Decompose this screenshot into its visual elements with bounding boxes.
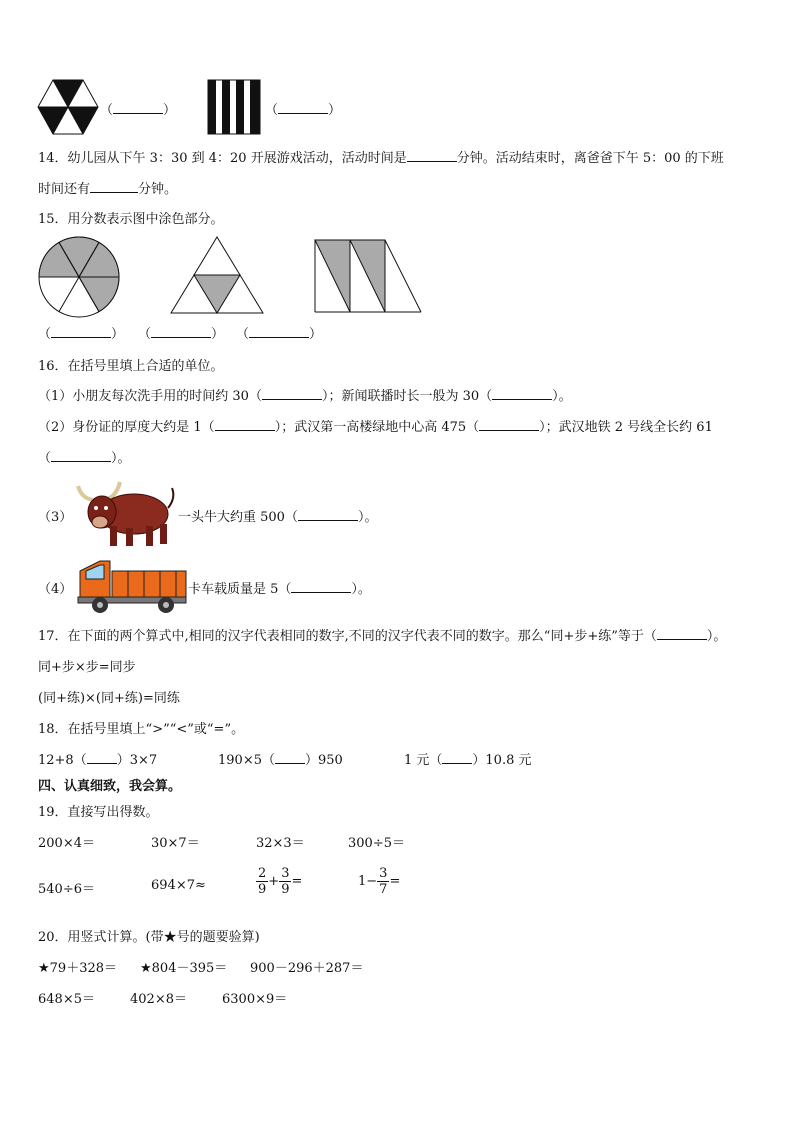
q14-line1: 14．幼儿园从下午 3：30 到 4：20 开展游戏活动，活动时间是 分钟。活动结束时，离爸爸下午 5：00 的下班 (38, 151, 724, 166)
q20-item-1: ★79＋328＝ (38, 961, 118, 976)
q19-item-4: 300÷5＝ (348, 836, 405, 851)
q19-item-8: 1− $\frac{3}{7}$ = (358, 866, 401, 897)
q19-item-2: 30×7＝ (151, 836, 200, 851)
q16-part2: （2）身份证的厚度大约是 1（ ）；武汉第一高楼绿地中心高 475（ ）；武汉地铁 2 号线全长约 61 (38, 420, 713, 435)
q16-part2-cont: （ ）。 (38, 451, 131, 466)
stripes-figure (208, 80, 260, 134)
q18-title: 18．在括号里填上“>”“<”或“=”。 (38, 722, 245, 737)
q16-part4: 卡车载质量是 5（ ）。 (188, 582, 371, 597)
triangle-figure (171, 237, 263, 313)
q16-part3-num: （3） (38, 510, 73, 525)
q14-line2: 时间还有 分钟。 (38, 182, 178, 197)
stripes-answer[interactable]: （ ） (265, 103, 342, 118)
q18-blank-1[interactable] (87, 751, 117, 764)
hexagon-answer[interactable]: （ ） (100, 103, 177, 118)
q19-item-1: 200×4＝ (38, 836, 95, 851)
q20-item-3: 900－296＋287＝ (250, 961, 364, 976)
q19-item-5: 540÷6＝ (38, 882, 95, 897)
q14-blank-2[interactable] (90, 180, 138, 193)
q16-part3: 一头牛大约重 500（ ）。 (178, 510, 378, 525)
parallelogram-figure (313, 240, 423, 312)
q17-eq2: (同+练)×(同+练)=同练 (38, 691, 180, 706)
q16-part1: （1）小朋友每次洗手用的时间约 30（ ）；新闻联播时长一般为 30（ ）。 (38, 389, 572, 404)
q18-item-2: 190×5（ ）950 (218, 753, 343, 768)
q19-item-3: 32×3＝ (256, 836, 305, 851)
q16-blank-5[interactable] (51, 449, 111, 462)
q17-blank[interactable] (657, 627, 707, 640)
q20-item-6: 6300×9＝ (222, 992, 288, 1007)
q19-item-7: $\frac{2}{9}$ + $\frac{3}{9}$ = (258, 866, 303, 897)
q18-item-3: 1 元（ ）10.8 元 (404, 753, 532, 768)
q20-item-2: ★804－395＝ (140, 961, 228, 976)
q16-blank-1[interactable] (262, 387, 322, 400)
q16-blank-4[interactable] (479, 418, 539, 431)
q20-title: 20．用竖式计算。(带★号的题要验算) (38, 930, 260, 945)
q19-title: 19．直接写出得数。 (38, 805, 159, 820)
q18-item-1: 12+8（ ）3×7 (38, 753, 158, 768)
q17-eq1: 同+步×步=同步 (38, 660, 136, 675)
q14-blank-1[interactable] (407, 149, 457, 162)
q16-blank-3[interactable] (215, 418, 275, 431)
q15-answer-3[interactable]: （ ） (236, 327, 323, 342)
q18-blank-2[interactable] (275, 751, 305, 764)
q18-blank-3[interactable] (442, 751, 472, 764)
q15-answer-2[interactable]: （ ） (138, 327, 225, 342)
section-4-title: 四、认真细致，我会算。 (38, 779, 182, 794)
hexagon-figure (38, 80, 98, 134)
q16-blank-7[interactable] (291, 580, 351, 593)
q17-line1: 17．在下面的两个算式中,相同的汉字代表相同的数字,不同的汉字代表不同的数字。那么“同+步+练”等于（ ）。 (38, 629, 727, 644)
q19-item-6: 694×7≈ (151, 878, 206, 893)
q15-answer-1[interactable]: （ ） (38, 327, 125, 342)
circle-figure (38, 236, 120, 318)
q16-blank-6[interactable] (298, 508, 358, 521)
q15-title: 15．用分数表示图中涂色部分。 (38, 212, 224, 227)
q16-title: 16．在括号里填上合适的单位。 (38, 359, 224, 374)
truck-icon (76, 557, 188, 615)
q20-item-4: 648×5＝ (38, 992, 95, 1007)
q16-blank-2[interactable] (492, 387, 552, 400)
bull-icon (76, 478, 178, 550)
q20-item-5: 402×8＝ (130, 992, 187, 1007)
q16-part4-num: （4） (38, 582, 73, 597)
